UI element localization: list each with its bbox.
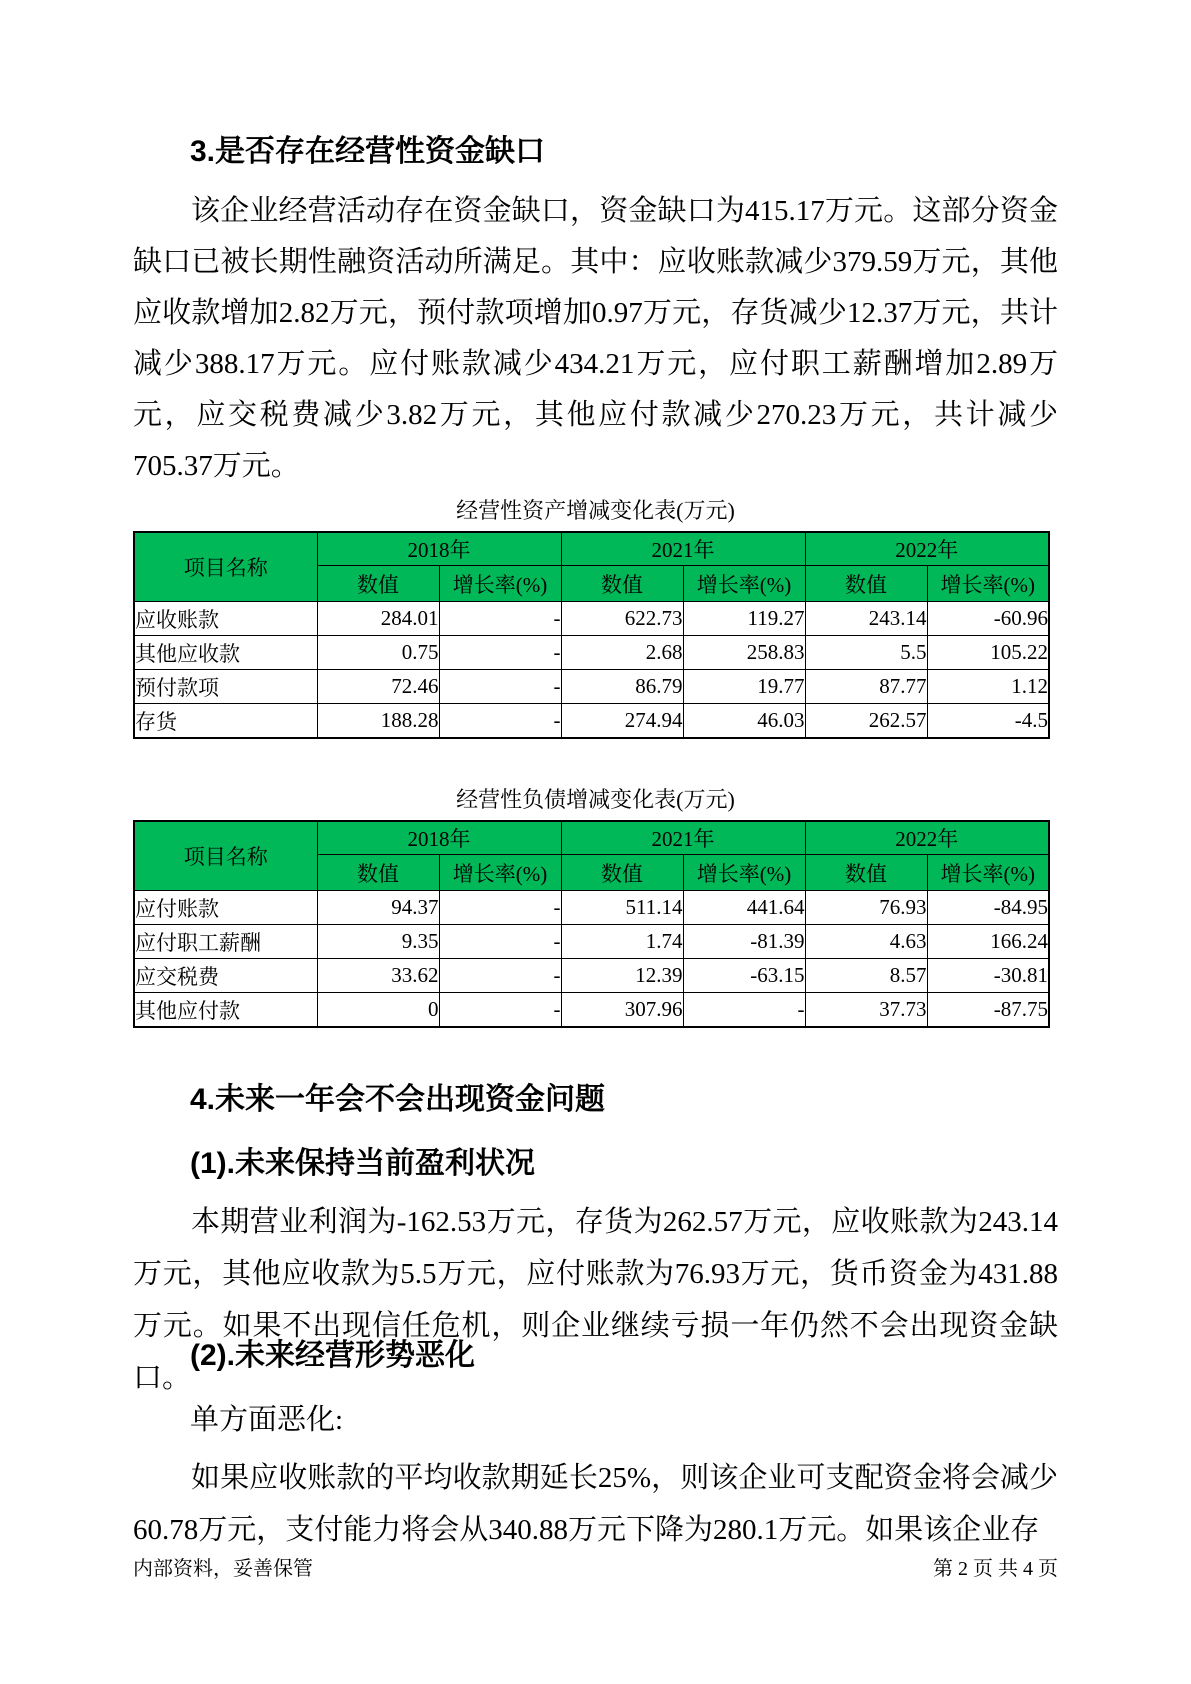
section4-heading: 4.未来一年会不会出现资金问题 bbox=[190, 1083, 606, 1116]
section4-sub2-heading: (2).未来经营形势恶化 bbox=[190, 1339, 475, 1372]
value-cell: 94.37 bbox=[317, 891, 439, 925]
table-row bbox=[134, 959, 1049, 993]
growth-cell: -60.96 bbox=[927, 602, 1049, 636]
table-row bbox=[134, 993, 1049, 1028]
value-cell: 511.14 bbox=[561, 891, 683, 925]
value-cell: 0 bbox=[317, 993, 439, 1028]
table-row bbox=[134, 925, 1049, 959]
liabilities-year-2022-header: 2022年 bbox=[805, 821, 1049, 855]
value-cell: 307.96 bbox=[561, 993, 683, 1028]
liabilities-table-title: 经营性负债增减变化表(万元) bbox=[456, 787, 735, 812]
growth-cell: -81.39 bbox=[683, 925, 805, 959]
growth-cell: - bbox=[439, 959, 561, 993]
value-cell: 274.94 bbox=[561, 704, 683, 739]
assets-year-2018-header: 2018年 bbox=[317, 532, 561, 566]
assets-value-header-2022: 数值 bbox=[805, 566, 927, 602]
footer-page-number: 第 2 页 共 4 页 bbox=[933, 1558, 1058, 1580]
footer-confidential-note: 内部资料，妥善保管 bbox=[133, 1558, 313, 1580]
growth-cell: 258.83 bbox=[683, 636, 805, 670]
growth-cell: -4.5 bbox=[927, 704, 1049, 739]
growth-cell: -87.75 bbox=[927, 993, 1049, 1028]
growth-cell: 105.22 bbox=[927, 636, 1049, 670]
liabilities-year-2018-header: 2018年 bbox=[317, 821, 561, 855]
growth-cell: 1.12 bbox=[927, 670, 1049, 704]
value-cell: 12.39 bbox=[561, 959, 683, 993]
liabilities-growth-header-2022: 增长率(%) bbox=[927, 855, 1049, 891]
growth-cell: - bbox=[439, 891, 561, 925]
growth-cell: - bbox=[439, 636, 561, 670]
assets-year-2022-header: 2022年 bbox=[805, 532, 1049, 566]
value-cell: 5.5 bbox=[805, 636, 927, 670]
section3-paragraph: 该企业经营活动存在资金缺口，资金缺口为415.17万元。这部分资金缺口已被长期性融资活动所满足。其中：应收账款减少379.59万元，其他应收款增加2.82万元，预付款项增加0.97万元，存货减少12.37万元，共计减少388.17万元。应付账款减少434.21万元，应付职工薪酬增加2.89万元，应交税费减少3.82万元，其他应付款减少270.23万元，共计减少705.37万元。 bbox=[133, 195, 1058, 482]
operating-assets-table bbox=[133, 531, 1050, 739]
value-cell: 1.74 bbox=[561, 925, 683, 959]
assets-growth-header-2021: 增长率(%) bbox=[683, 566, 805, 602]
table-row bbox=[134, 704, 1049, 739]
growth-cell: 46.03 bbox=[683, 704, 805, 739]
section4-sub1-paragraph: 本期营业利润为-162.53万元，存货为262.57万元，应收账款为243.14万元，其他应收款为5.5万元，应付账款为76.93万元，货币资金为431.88万元。如果不出现信任危机，则企业继续亏损一年仍然不会出现资金缺口。 bbox=[133, 1206, 1058, 1394]
operating-liabilities-table bbox=[133, 820, 1050, 1028]
liabilities-value-header-2021: 数值 bbox=[561, 855, 683, 891]
growth-cell: - bbox=[439, 670, 561, 704]
row-label-cell: 应收账款 bbox=[134, 602, 317, 636]
row-label-cell: 其他应付款 bbox=[134, 993, 317, 1028]
value-cell: 4.63 bbox=[805, 925, 927, 959]
liabilities-item-header: 项目名称 bbox=[134, 821, 317, 891]
liabilities-growth-header-2018: 增长率(%) bbox=[439, 855, 561, 891]
value-cell: 2.68 bbox=[561, 636, 683, 670]
unilateral-deterioration-label: 单方面恶化: bbox=[190, 1404, 344, 1436]
liabilities-year-2021-header: 2021年 bbox=[561, 821, 805, 855]
growth-cell: - bbox=[439, 993, 561, 1028]
growth-cell: -30.81 bbox=[927, 959, 1049, 993]
growth-cell: - bbox=[683, 993, 805, 1028]
row-label-cell: 预付款项 bbox=[134, 670, 317, 704]
value-cell: 8.57 bbox=[805, 959, 927, 993]
table-row bbox=[134, 602, 1049, 636]
section3-heading: 3.是否存在经营性资金缺口 bbox=[190, 135, 546, 168]
liabilities-header-year-row bbox=[134, 821, 1049, 855]
section4-sub1-heading: (1).未来保持当前盈利状况 bbox=[190, 1147, 535, 1180]
value-cell: 188.28 bbox=[317, 704, 439, 739]
value-cell: 33.62 bbox=[317, 959, 439, 993]
assets-value-header-2021: 数值 bbox=[561, 566, 683, 602]
assets-growth-header-2022: 增长率(%) bbox=[927, 566, 1049, 602]
assets-growth-header-2018: 增长率(%) bbox=[439, 566, 561, 602]
value-cell: 284.01 bbox=[317, 602, 439, 636]
growth-cell: 441.64 bbox=[683, 891, 805, 925]
growth-cell: -84.95 bbox=[927, 891, 1049, 925]
row-label-cell: 存货 bbox=[134, 704, 317, 739]
assets-table-title: 经营性资产增减变化表(万元) bbox=[456, 498, 735, 523]
section4-sub2-paragraph: 如果应收账款的平均收款期延长25%，则该企业可支配资金将会减少60.78万元，支付能力将会从340.88万元下降为280.1万元。如果该企业存 bbox=[133, 1462, 1058, 1546]
value-cell: 9.35 bbox=[317, 925, 439, 959]
assets-value-header-2018: 数值 bbox=[317, 566, 439, 602]
value-cell: 262.57 bbox=[805, 704, 927, 739]
value-cell: 72.46 bbox=[317, 670, 439, 704]
value-cell: 622.73 bbox=[561, 602, 683, 636]
row-label-cell: 应付账款 bbox=[134, 891, 317, 925]
liabilities-value-header-2022: 数值 bbox=[805, 855, 927, 891]
assets-header-year-row bbox=[134, 532, 1049, 566]
row-label-cell: 应付职工薪酬 bbox=[134, 925, 317, 959]
row-label-cell: 其他应收款 bbox=[134, 636, 317, 670]
value-cell: 87.77 bbox=[805, 670, 927, 704]
growth-cell: 119.27 bbox=[683, 602, 805, 636]
table-row bbox=[134, 670, 1049, 704]
growth-cell: - bbox=[439, 704, 561, 739]
value-cell: 86.79 bbox=[561, 670, 683, 704]
assets-item-header: 项目名称 bbox=[134, 532, 317, 602]
growth-cell: 166.24 bbox=[927, 925, 1049, 959]
table-row bbox=[134, 636, 1049, 670]
value-cell: 243.14 bbox=[805, 602, 927, 636]
growth-cell: 19.77 bbox=[683, 670, 805, 704]
table-row bbox=[134, 891, 1049, 925]
value-cell: 37.73 bbox=[805, 993, 927, 1028]
growth-cell: -63.15 bbox=[683, 959, 805, 993]
liabilities-growth-header-2021: 增长率(%) bbox=[683, 855, 805, 891]
value-cell: 76.93 bbox=[805, 891, 927, 925]
assets-year-2021-header: 2021年 bbox=[561, 532, 805, 566]
growth-cell: - bbox=[439, 925, 561, 959]
growth-cell: - bbox=[439, 602, 561, 636]
row-label-cell: 应交税费 bbox=[134, 959, 317, 993]
liabilities-value-header-2018: 数值 bbox=[317, 855, 439, 891]
value-cell: 0.75 bbox=[317, 636, 439, 670]
